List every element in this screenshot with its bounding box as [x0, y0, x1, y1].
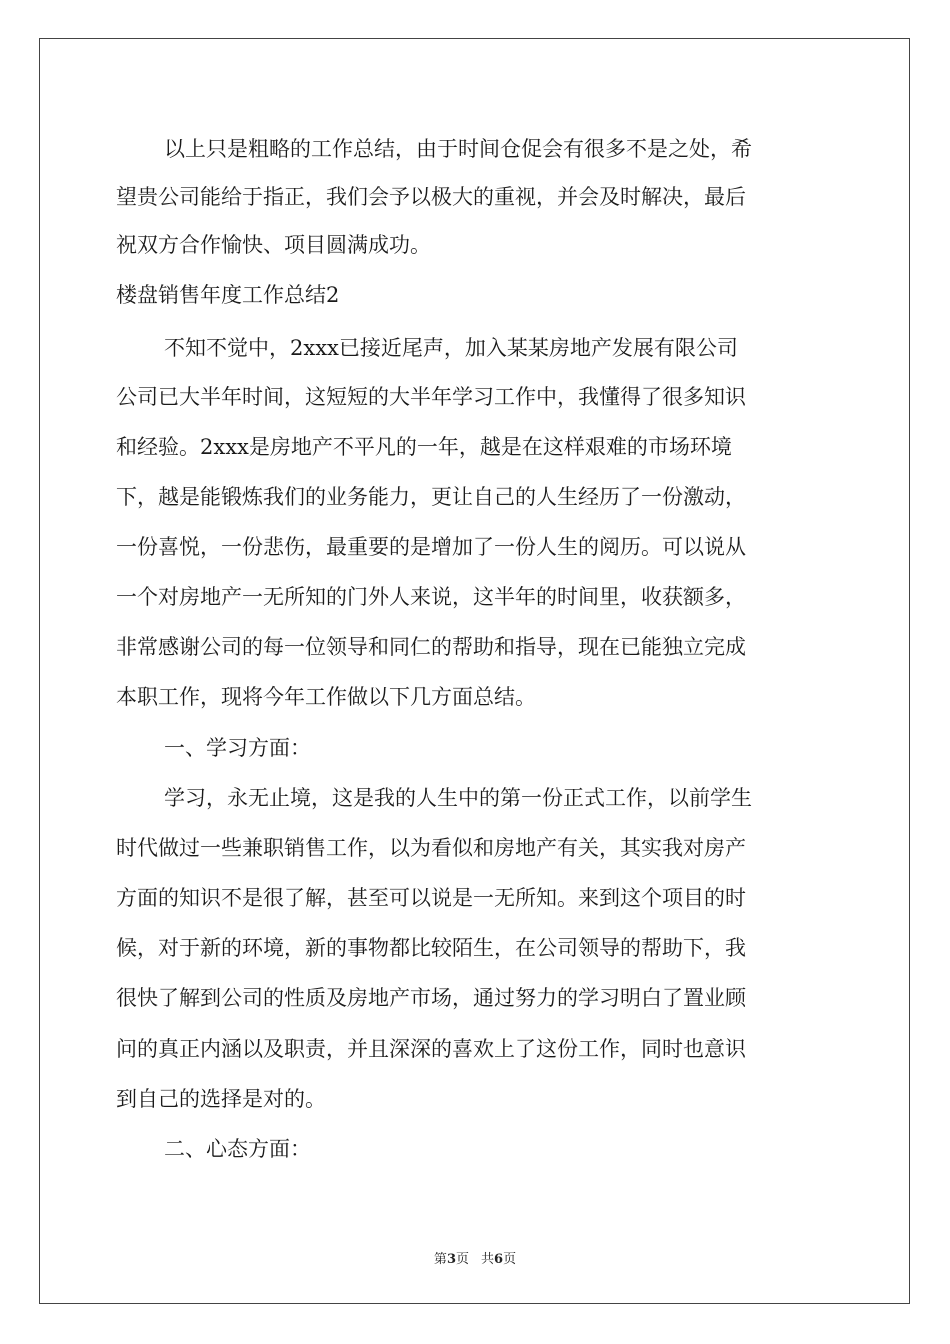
paragraph-line: 方面的知识不是很了解，甚至可以说是一无所知。来到这个项目的时 — [116, 886, 746, 910]
paragraph-line: 和经验。2xxx是房地产不平凡的一年，越是在这样艰难的市场环境 — [116, 435, 732, 459]
page-number: 3 — [446, 1252, 456, 1267]
paragraph-line: 公司已大半年时间，这短短的大半年学习工作中，我懂得了很多知识 — [116, 385, 746, 409]
subsection-heading: 二、心态方面： — [164, 1137, 311, 1161]
section-heading: 楼盘销售年度工作总结2 — [116, 283, 340, 307]
paragraph-line: 时代做过一些兼职销售工作，以为看似和房地产有关，其实我对房产 — [116, 836, 746, 860]
paragraph-line: 祝双方合作愉快、项目圆满成功。 — [116, 233, 431, 257]
page-border — [39, 38, 910, 1304]
page-footer — [0, 1248, 950, 1267]
total-suffix: 页 — [503, 1252, 517, 1267]
paragraph-line: 下，越是能锻炼我们的业务能力，更让自己的人生经历了一份激动， — [116, 485, 746, 509]
paragraph-line: 一个对房地产一无所知的门外人来说，这半年的时间里，收获额多， — [116, 585, 746, 609]
page-suffix: 页 — [455, 1252, 469, 1267]
page-prefix: 第 — [433, 1252, 447, 1267]
paragraph-line: 以上只是粗略的工作总结，由于时间仓促会有很多不是之处，希 — [164, 137, 752, 161]
paragraph-line: 本职工作，现将今年工作做以下几方面总结。 — [116, 685, 536, 709]
subsection-heading: 一、学习方面： — [164, 736, 311, 760]
total-prefix: 共 — [481, 1252, 495, 1267]
total-pages: 6 — [494, 1252, 504, 1267]
paragraph-line: 问的真正内涵以及职责，并且深深的喜欢上了这份工作，同时也意识 — [116, 1037, 746, 1061]
paragraph-line: 一份喜悦，一份悲伤，最重要的是增加了一份人生的阅历。可以说从 — [116, 535, 746, 559]
paragraph-line: 很快了解到公司的性质及房地产市场，通过努力的学习明白了置业顾 — [116, 986, 746, 1010]
paragraph-line: 望贵公司能给于指正，我们会予以极大的重视，并会及时解决，最后 — [116, 185, 746, 209]
paragraph-line: 非常感谢公司的每一位领导和同仁的帮助和指导，现在已能独立完成 — [116, 635, 746, 659]
paragraph-line: 不知不觉中，2xxx已接近尾声，加入某某房地产发展有限公司 — [164, 336, 738, 360]
paragraph-line: 学习，永无止境，这是我的人生中的第一份正式工作，以前学生 — [164, 786, 752, 810]
paragraph-line: 候，对于新的环境，新的事物都比较陌生，在公司领导的帮助下，我 — [116, 936, 746, 960]
paragraph-line: 到自己的选择是对的。 — [116, 1087, 326, 1111]
